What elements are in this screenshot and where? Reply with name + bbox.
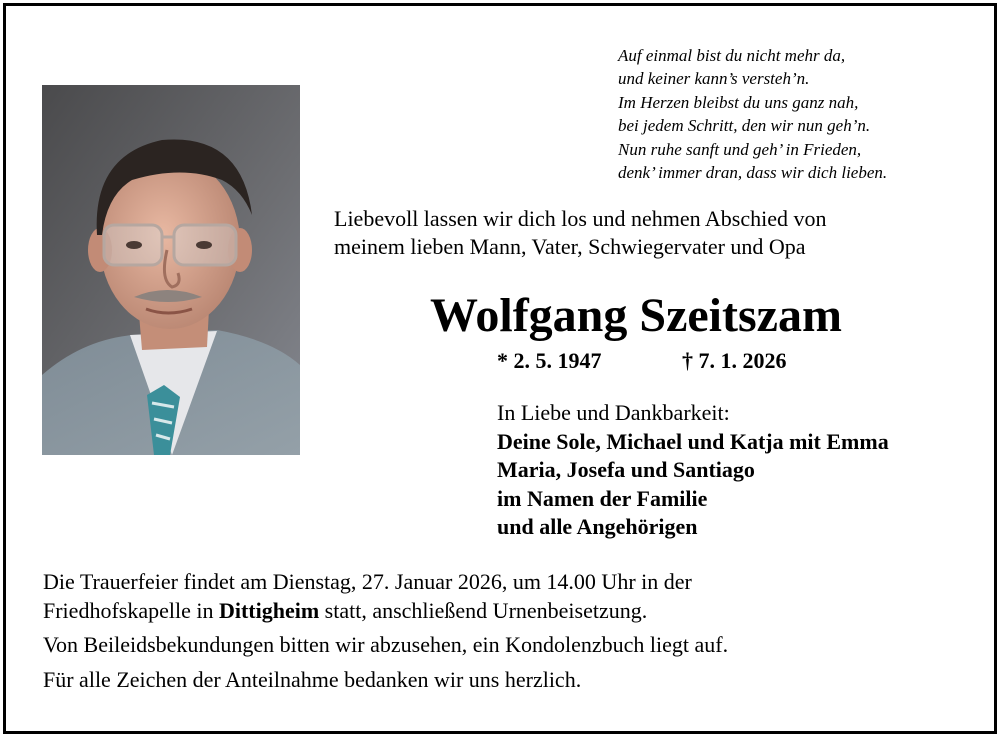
mourners-line: im Namen der Familie	[497, 485, 708, 511]
mourners-heading: In Liebe und Dankbarkeit:	[497, 400, 730, 425]
farewell-intro	[334, 205, 826, 261]
intro-line: meinem lieben Mann, Vater, Schwiegervater und Opa	[334, 234, 806, 259]
portrait-photo	[42, 85, 300, 455]
service-place: Dittigheim	[218, 597, 320, 623]
obituary-notice	[3, 3, 997, 734]
poem-line: Auf einmal bist du nicht mehr da,	[618, 46, 846, 65]
service-text: statt, anschließend Urnenbeisetzung.	[319, 597, 648, 623]
thanks-note: Für alle Zeichen der Anteilnahme bedanken wir uns herzlich.	[43, 666, 582, 692]
birth-date: * 2. 5. 1947	[497, 348, 602, 373]
service-line: Die Trauerfeier findet am Dienstag, 27. Januar 2026, um 14.00 Uhr in der	[43, 569, 692, 594]
memorial-poem	[618, 44, 887, 184]
death-date: † 7. 1. 2026	[682, 348, 787, 373]
intro-line: Liebevoll lassen wir dich los und nehmen Abschied von	[334, 206, 827, 231]
poem-line: Nun ruhe sanft und geh’ in Frieden,	[618, 139, 862, 159]
funeral-service-info	[43, 568, 963, 694]
poem-line: denk’ immer dran, dass wir dich lieben.	[618, 163, 888, 183]
poem-line: Im Herzen bleibst du uns ganz nah,	[618, 92, 859, 112]
mourners-block	[497, 399, 889, 542]
service-text: Friedhofskapelle in	[43, 597, 219, 623]
service-location-line	[43, 597, 963, 626]
condolence-note: Von Beileidsbekundungen bitten wir abzusehen, ein Kondolenzbuch liegt auf.	[43, 632, 729, 657]
deceased-name: Wolfgang Szeitszam	[430, 289, 842, 342]
mourners-line: und alle Angehörigen	[497, 514, 698, 540]
mourners-line: Maria, Josefa und Santiago	[497, 457, 755, 483]
mourners-line: Deine Sole, Michael und Katja mit Emma	[497, 428, 889, 454]
poem-line: bei jedem Schritt, den wir nun geh’n.	[618, 116, 871, 136]
poem-line: und keiner kann’s versteh’n.	[618, 69, 810, 89]
